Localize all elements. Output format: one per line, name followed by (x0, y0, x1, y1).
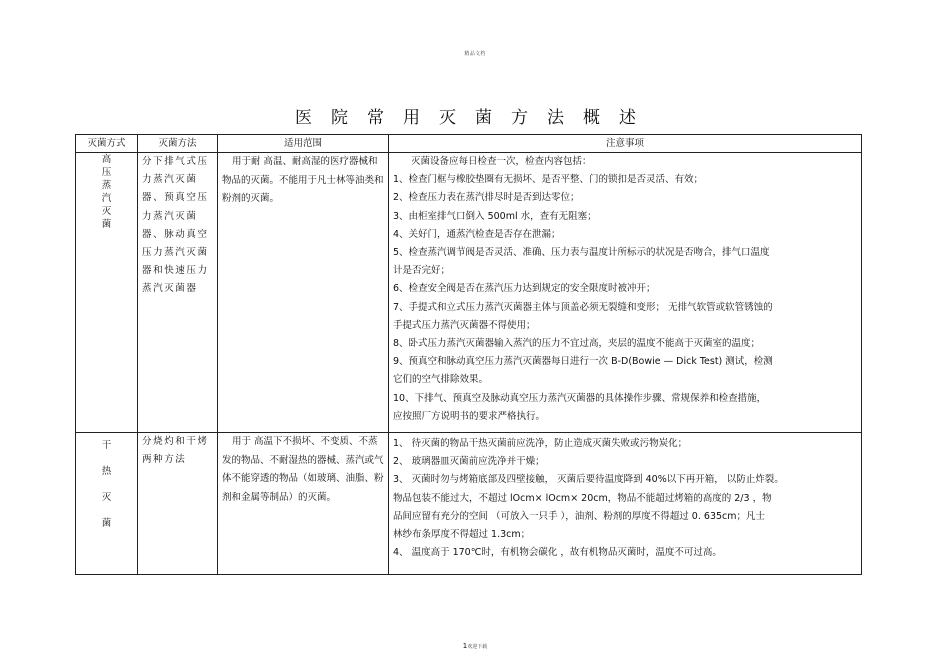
note-line: 7、手提式和立式压力蒸汽灭菌器主体与顶盖必须无裂缝和变形； 无排气软管或软管锈蚀的 (393, 301, 773, 313)
note-line: 1、检查门框与橡胶垫圈有无损坏、是否平整、门的锁扣是否灵活、有效； (393, 174, 704, 186)
note-line: 4、 温度高于 170℃时，有机物会碳化 ，故有机物品灭菌时，温度不可过高。 (393, 547, 722, 559)
note-line: 8、卧式压力蒸汽灭菌器输入蒸汽的压力不宜过高，夹层的温度不能高于灭菌室的温度； (393, 338, 761, 350)
note-line: 1、 待灭菌的物品干热灭菌前应洗净，防止造成灭菌失败或污物炭化； (393, 438, 688, 449)
footer-text: 欢迎下载 (467, 644, 488, 650)
column-header-notes: 注意事项 (389, 135, 862, 153)
notes-cell-steam (389, 153, 862, 433)
table-header-row (76, 135, 862, 153)
column-header-mode: 灭菌方式 (76, 135, 138, 153)
notes-cell-dry-heat (389, 433, 862, 575)
note-line: 6、检查安全阀是否在蒸汽压力达到规定的安全限度时被冲开； (393, 283, 656, 295)
note-line: 3、 灭菌时勿与烤箱底部及四壁接触， 灭菌后要待温度降到 40%以下再开箱， 以防止炸裂。 (393, 474, 784, 486)
note-line: 计是否完好； (393, 265, 451, 277)
page-title: 医院常用灭菌方法概述 (295, 108, 655, 128)
note-line: 品间应留有充分的空间 （可放入一只手 ），油剂、粉剂的厚度不得超过 0. 635cm；凡士 (393, 510, 766, 522)
note-line: 它们的空气排除效果。 (393, 374, 489, 386)
mode-cell-dry-heat (76, 433, 138, 575)
scope-cell-steam (218, 153, 389, 433)
scope-text: 用于 高温下不损坏、不变质、不蒸发的物品、不耐湿热的器械、蒸汽或气体不能穿透的物品（如玻璃、油脂、粉剂和金属等制品）的灭菌。 (222, 436, 384, 503)
page-footer (0, 642, 950, 650)
table-row-steam (76, 153, 862, 433)
note-line: 物品包装不能过大，不超过 lOcm× lOcm× 20cm，物品不能超过烤箱的高度的 2/3 ，物 (393, 492, 772, 504)
method-cell-steam: 分下排气式压力蒸汽灭菌器、预真空压力蒸汽灭菌器、脉动真空压力蒸汽灭菌器和快速压力蒸汽灭菌器 (138, 153, 218, 433)
note-line: 2、检查压力表在蒸汽排尽时是否到达零位； (393, 192, 580, 204)
scope-cell-dry-heat (218, 433, 389, 575)
note-line: 9、预真空和脉动真空压力蒸汽灭菌器每日进行一次 B-D(Bowie — Dick Test) 测试，检测 (393, 356, 773, 368)
note-line: 4、关好门，通蒸汽检查是否存在泄漏； (393, 228, 561, 240)
mode-label: 高压蒸汽灭菌 (101, 154, 112, 230)
note-line: 2、 玻璃器皿灭菌前应洗净并干燥； (393, 456, 545, 468)
note-line: 3、由柜室排气口倒入 500ml 水，查有无阻塞； (393, 210, 597, 222)
sterilization-table (75, 134, 862, 575)
note-line: 应按照厂方说明书的要求严格执行。 (393, 410, 546, 422)
note-line: 10、下排气、预真空及脉动真空压力蒸汽灭菌器的具体操作步骤、常规保养和检查措施， (393, 392, 767, 404)
column-header-scope: 适用范围 (218, 135, 389, 153)
table-row-dry-heat (76, 433, 862, 575)
method-cell-dry-heat: 分烧灼和干烤两种方法 (138, 433, 218, 575)
footer-page-number: 1 (462, 642, 468, 650)
column-header-method: 灭菌方法 (138, 135, 218, 153)
header-mark: 精品文档 (464, 51, 486, 57)
note-line: 灭菌设备应每日检查一次，检查内容包括： (411, 156, 592, 167)
note-line: 林纱布条厚度不得超过 1.3cm； (393, 529, 531, 541)
scope-text: 用于耐 高温、耐高湿的医疗器械和物品的灭菌。不能用于凡士林等油类和粉剂的灭菌。 (222, 156, 384, 204)
mode-label: 干热灭菌 (101, 440, 112, 529)
note-line: 手提式压力蒸汽灭菌器不得使用； (393, 319, 536, 331)
mode-cell-steam (76, 153, 138, 433)
note-line: 5、检查蒸汽调节阀是否灵活、准确、压力表与温度计所标示的状况是否吻合，排气口温度 (393, 247, 770, 259)
